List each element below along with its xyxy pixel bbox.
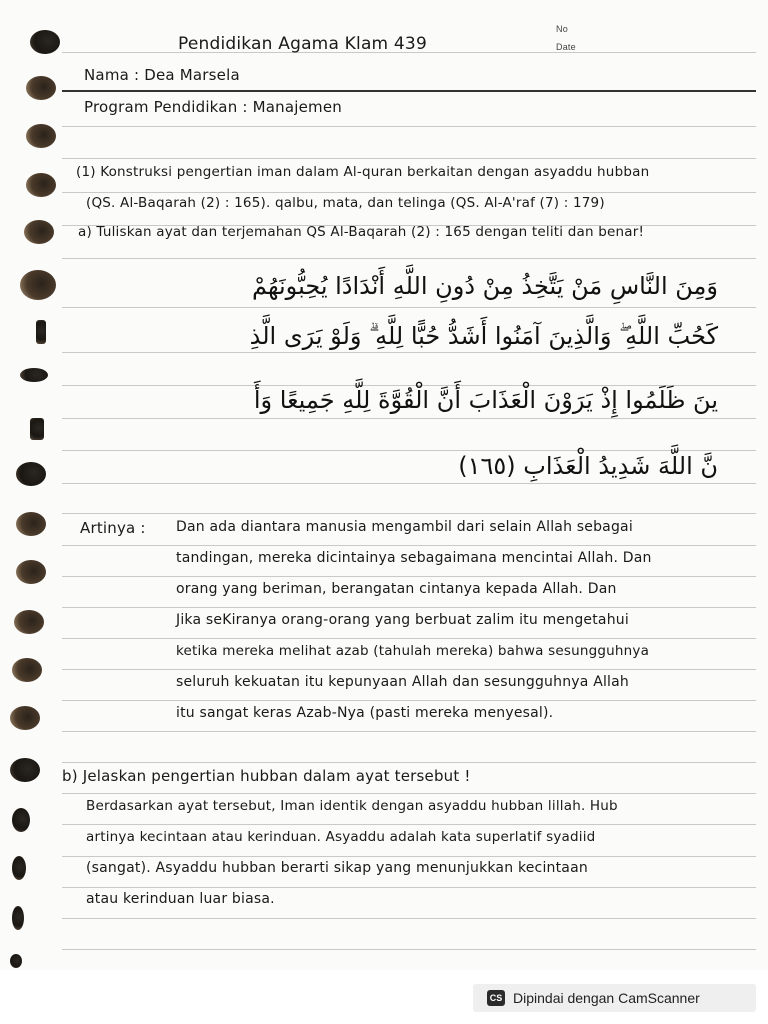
ruled-line (62, 700, 756, 701)
date-label: Date (556, 42, 576, 52)
binder-hole (24, 220, 54, 244)
translation-line-6: seluruh kekuatan itu kepunyaan Allah dan sesungguhnya Allah (176, 674, 629, 690)
ruled-line (62, 824, 756, 825)
ruled-line (62, 887, 756, 888)
ruled-line (62, 638, 756, 639)
program-line: Program Pendidikan : Manajemen (84, 98, 342, 116)
answer-b-line-4: atau kerinduan luar biasa. (86, 891, 275, 907)
camscanner-logo-icon: CS (487, 990, 505, 1006)
ruled-line (62, 918, 756, 919)
binder-hole (20, 368, 48, 382)
ruled-line (62, 450, 756, 451)
ruled-line (62, 607, 756, 608)
translation-line-4: Jika seKiranya orang-orang yang berbuat zalim itu mengetahui (176, 612, 629, 628)
ruled-line (62, 418, 756, 419)
translation-line-2: tandingan, mereka dicintainya sebagaimana mencintai Allah. Dan (176, 550, 652, 566)
binder-hole (12, 808, 30, 832)
ruled-line (62, 192, 756, 193)
translation-label: Artinya : (80, 519, 146, 537)
binder-hole (12, 658, 42, 682)
question-1-line-1: (1) Konstruksi pengertian iman dalam Al-quran berkaitan dengan asyaddu hubban (76, 164, 650, 180)
binder-holes (0, 0, 60, 970)
ruled-line (62, 793, 756, 794)
ruled-line (62, 576, 756, 577)
binder-hole (16, 560, 46, 584)
ruled-line (62, 856, 756, 857)
binder-hole (20, 270, 56, 300)
question-b: b) Jelaskan pengertian hubban dalam ayat tersebut ! (62, 767, 471, 785)
ruled-line (62, 762, 756, 763)
ruled-line (62, 352, 756, 353)
arabic-line-4: نَّ اللَّهَ شَدِيدُ الْعَذَابِ (١٦٥) (458, 452, 718, 480)
binder-hole (16, 512, 46, 536)
binder-hole (26, 173, 56, 197)
ruled-line (62, 545, 756, 546)
ruled-line (62, 90, 756, 92)
camscanner-watermark (473, 984, 756, 1012)
ruled-line (62, 258, 756, 259)
ruled-line (62, 731, 756, 732)
binder-hole (30, 418, 44, 440)
translation-line-1: Dan ada diantara manusia mengambil dari selain Allah sebagai (176, 519, 633, 535)
name-line: Nama : Dea Marsela (84, 66, 240, 84)
answer-b-line-3: (sangat). Asyaddu hubban berarti sikap yang menunjukkan kecintaan (86, 860, 588, 876)
question-a: a) Tuliskan ayat dan terjemahan QS Al-Baqarah (2) : 165 dengan teliti dan benar! (78, 224, 645, 240)
page-title: Pendidikan Agama Klam 439 (178, 34, 427, 54)
answer-b-line-1: Berdasarkan ayat tersebut, Iman identik dengan asyaddu hubban lillah. Hub (86, 798, 618, 814)
binder-hole (36, 320, 46, 344)
no-label: No (556, 24, 568, 34)
translation-line-5: ketika mereka melihat azab (tahulah mereka) bahwa sesungguhnya (176, 643, 650, 659)
ruled-line (62, 949, 756, 950)
camscanner-label: Dipindai dengan CamScanner (513, 990, 700, 1006)
binder-hole (12, 906, 24, 930)
binder-hole (10, 706, 40, 730)
binder-hole (16, 462, 46, 486)
binder-hole (14, 610, 44, 634)
arabic-line-2: كَحُبِّ اللَّهِ ۖ وَالَّذِينَ آمَنُوا أَشَدُّ حُبًّا لِلَّهِ ۗ وَلَوْ يَرَى الَّذِ (249, 322, 718, 350)
question-1-line-2: (QS. Al-Baqarah (2) : 165). qalbu, mata, dan telinga (QS. Al-A'raf (7) : 179) (86, 195, 605, 211)
ruled-line (62, 307, 756, 308)
binder-hole (10, 758, 40, 782)
translation-line-7: itu sangat keras Azab-Nya (pasti mereka menyesal). (176, 705, 554, 721)
arabic-line-3: ينَ ظَلَمُوا إِذْ يَرَوْنَ الْعَذَابَ أَنَّ الْقُوَّةَ لِلَّهِ جَمِيعًا وَأَ (253, 386, 718, 414)
ruled-line (62, 126, 756, 127)
ruled-line (62, 483, 756, 484)
binder-hole (26, 76, 56, 100)
binder-hole (10, 954, 22, 968)
binder-hole (12, 856, 26, 880)
answer-b-line-2: artinya kecintaan atau kerinduan. Asyaddu adalah kata superlatif syadiid (86, 829, 596, 845)
ruled-line (62, 158, 756, 159)
binder-hole (30, 30, 60, 54)
binder-hole (26, 124, 56, 148)
translation-line-3: orang yang beriman, berangatan cintanya kepada Allah. Dan (176, 581, 617, 597)
arabic-line-1: وَمِنَ النَّاسِ مَنْ يَتَّخِذُ مِنْ دُونِ اللَّهِ أَنْدَادًا يُحِبُّونَهُمْ (251, 272, 718, 300)
ruled-line (62, 669, 756, 670)
ruled-line (62, 513, 756, 514)
